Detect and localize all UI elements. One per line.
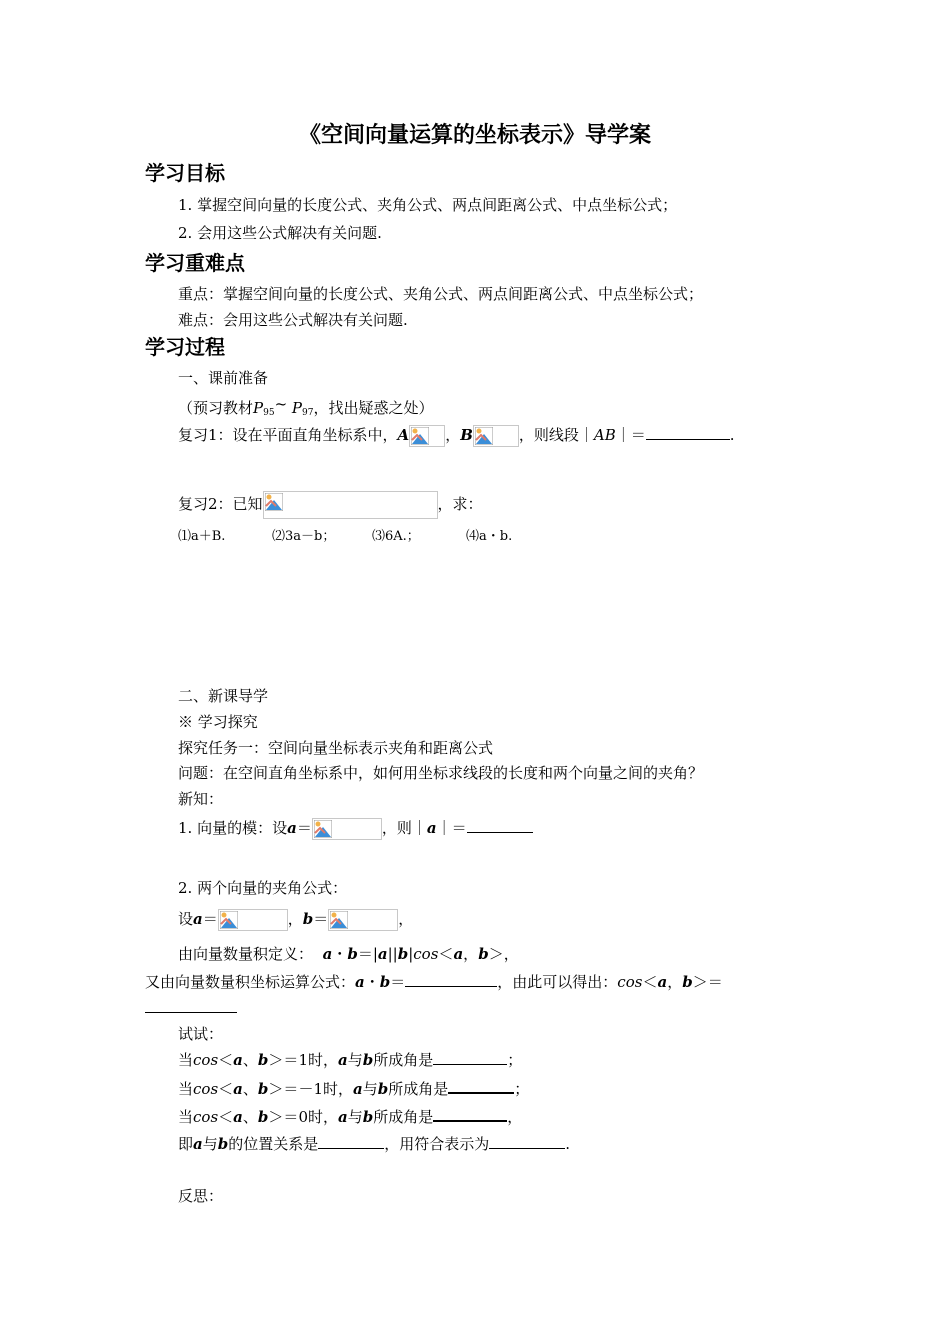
goal-item-1: 1. 掌握空间向量的长度公式、夹角公式、两点间距离公式、中点坐标公式； — [178, 196, 678, 214]
answer-blank[interactable] — [318, 1134, 384, 1149]
image-placeholder-icon — [314, 820, 332, 838]
review-2-q1: ⑴a＋B. — [178, 529, 226, 544]
formula-image — [218, 909, 288, 931]
answer-blank[interactable] — [433, 1106, 507, 1122]
image-placeholder-icon — [330, 911, 348, 929]
prep-heading: 一、课前准备 — [178, 369, 269, 387]
image-placeholder-icon — [265, 493, 283, 511]
goal-item-2: 2. 会用这些公式解决有关问题. — [178, 224, 382, 242]
preview-line: （预习教材$P_{95}\sim$ $P_{97}$，找出疑惑之处） — [178, 395, 434, 418]
image-placeholder-icon — [220, 911, 238, 929]
answer-blank[interactable] — [433, 1050, 507, 1065]
relation-line: 即a与b的位置关系是 ，用符合表示为 . — [178, 1135, 571, 1153]
answer-blank[interactable] — [145, 998, 237, 1013]
review-2: 复习2：已知 ，求： — [178, 491, 483, 519]
case-cos-0: 当cos＜a、b＞＝0时，a与b所成角是 ， — [178, 1108, 523, 1126]
dot-product-definition: 由向量数量积定义： a・b＝|a||b|cos＜a，b＞， — [178, 945, 519, 963]
image-placeholder-icon — [411, 427, 429, 445]
angle-formula-heading: 2. 两个向量的夹角公式： — [178, 879, 348, 897]
case-cos-1: 当cos＜a、b＞＝1时，a与b所成角是 ； — [178, 1051, 523, 1069]
explore-heading: ※ 学习探究 — [178, 713, 258, 731]
new-heading: 二、新课导学 — [178, 687, 269, 705]
reflection: 反思： — [178, 1187, 224, 1205]
answer-blank[interactable] — [467, 818, 533, 833]
review-1: 复习1：设在平面直角坐标系中，A ，B ，则线段｜AB｜＝ . — [178, 425, 735, 447]
formula-image — [328, 909, 398, 931]
task-1: 探究任务一：空间向量坐标表示夹角和距离公式 — [178, 739, 494, 757]
try-heading: 试试： — [178, 1025, 224, 1043]
heading-goals: 学习目标 — [145, 161, 225, 185]
page-title: 《空间向量运算的坐标表示》导学案 — [298, 123, 651, 148]
answer-blank[interactable] — [646, 425, 730, 440]
key-point: 重点：掌握空间向量的长度公式、夹角公式、两点间距离公式、中点坐标公式； — [178, 285, 704, 303]
difficult-point: 难点：会用这些公式解决有关问题. — [178, 311, 408, 329]
modulus-item: 1. 向量的模：设a＝ ，则｜a｜＝ — [178, 818, 533, 840]
answer-blank[interactable] — [489, 1134, 565, 1149]
review-2-q3: ⑶6A.； — [372, 529, 420, 544]
heading-process: 学习过程 — [145, 335, 225, 359]
formula-image — [312, 818, 382, 840]
review-2-q4: ⑷a・b. — [466, 529, 513, 544]
formula-image — [473, 425, 519, 447]
vector-definition: 设a＝ ，b＝ ， — [178, 909, 413, 931]
answer-blank[interactable] — [448, 1078, 514, 1094]
formula-image — [263, 491, 438, 519]
dot-product-coordinate: 又由向量数量积坐标运算公式：a・b＝ ，由此可以得出：cos＜a，b＞＝ — [145, 973, 723, 991]
heading-key-points: 学习重难点 — [145, 251, 245, 275]
question: 问题：在空间直角坐标系中，如何用坐标求线段的长度和两个向量之间的夹角？ — [178, 764, 704, 782]
review-2-q2: ⑵3a－b； — [272, 529, 336, 544]
new-knowledge: 新知： — [178, 790, 224, 808]
formula-image — [409, 425, 445, 447]
cos-blank-line — [145, 998, 237, 1018]
image-placeholder-icon — [475, 427, 493, 445]
case-cos-minus-1: 当cos＜a、b＞＝－1时，a与b所成角是 ； — [178, 1080, 530, 1098]
answer-blank[interactable] — [405, 972, 497, 987]
